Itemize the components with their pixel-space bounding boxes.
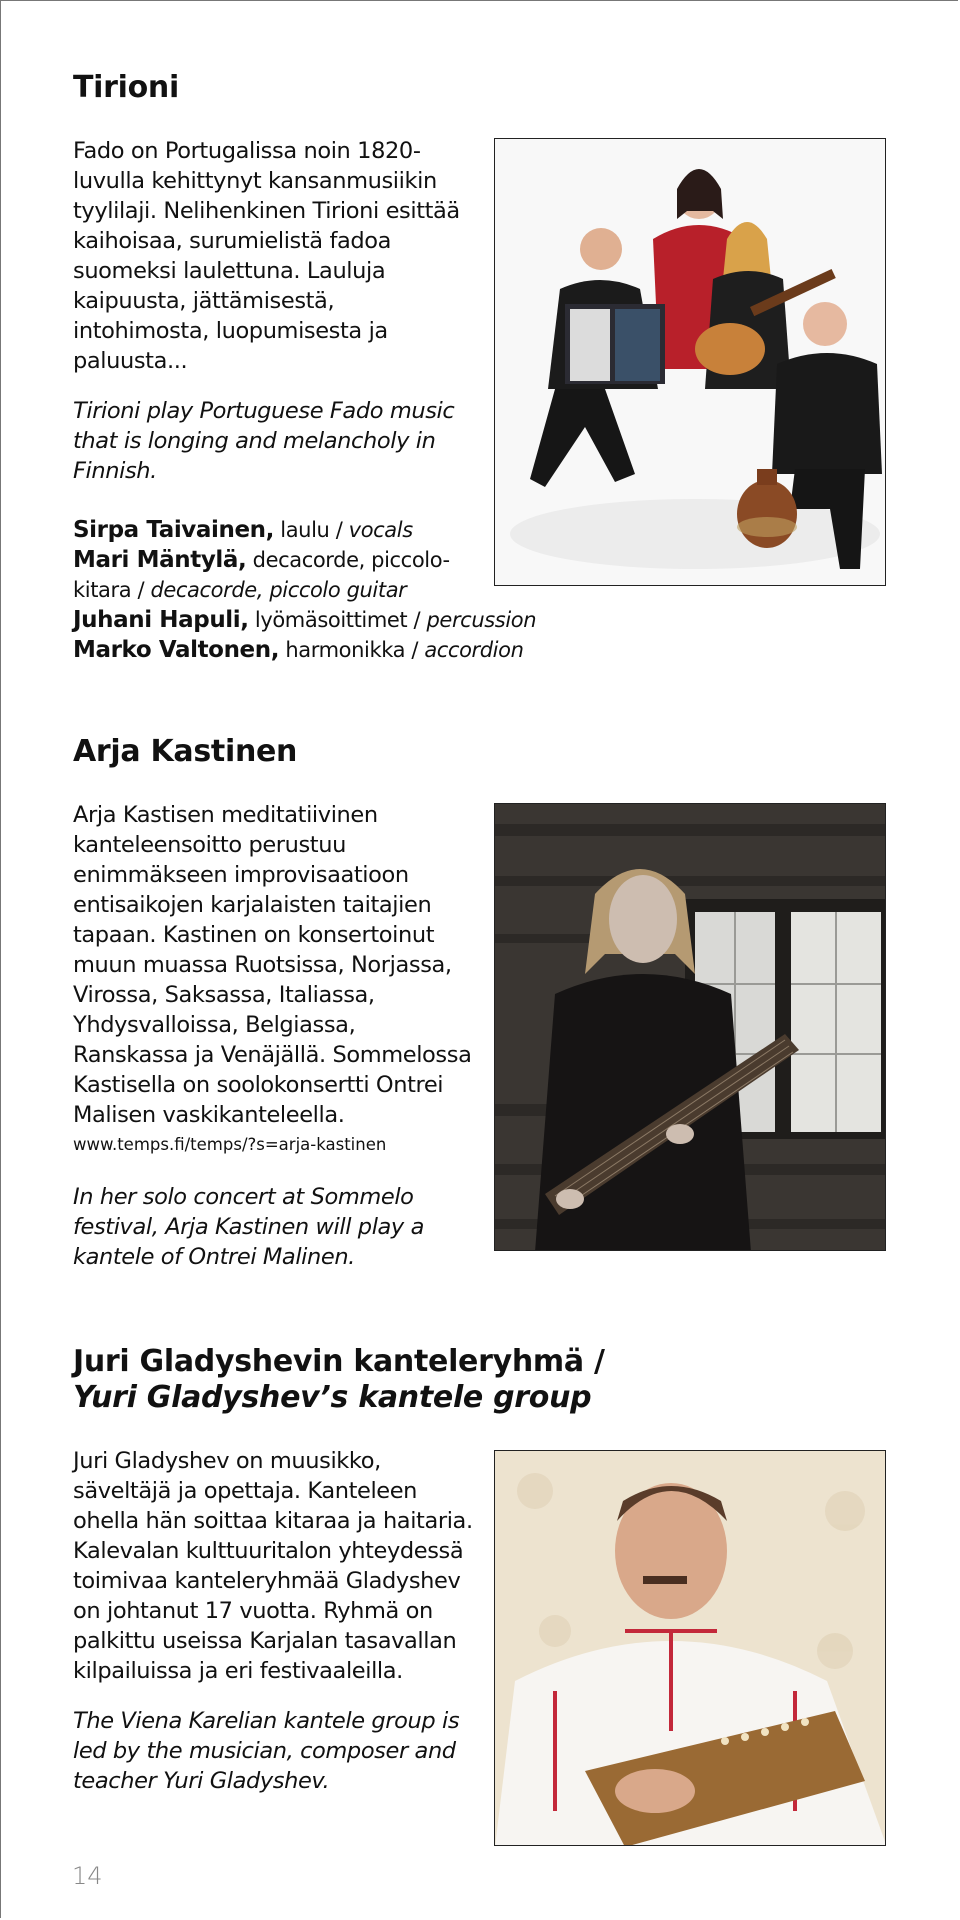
credit-line: Mari Mäntylä, decacorde, piccolo-: [73, 547, 450, 573]
body-finnish: Fado on Portugalissa noin 1820-luvulla kehittynyt kansanmusiikin tyylilaji. Nelihenkinen Tirioni esittää kaihoisaa, surumielistä fadoa suomeksi laulettuna. Lauluja kaipuusta, jättämisestä, intohimosta, luopumisesta ja paluusta...: [73, 138, 460, 374]
gladyshev-photo: [494, 1450, 886, 1846]
section-body: [73, 1446, 473, 1816]
credit-line: Sirpa Taivainen, laulu / vocals: [73, 517, 413, 543]
arja-kastinen-photo: [494, 803, 886, 1251]
section-arja-kastinen: [73, 734, 893, 1270]
section-gladyshev: [73, 1344, 893, 1794]
body-finnish: Arja Kastisen meditatiivinen kanteleensoitto perustuu enimmäkseen improvisaatioon entisaikojen karjalaisten taitajien tapaan. Kastinen on konsertoinut muun muassa Ruotsissa, Norjassa, Virossa, Saksassa, Italiassa, Yhdysvalloissa, Belgiassa, Ranskassa ja Venäjällä. Sommelossa Kastisella on soolokonsertti Ontrei Malisen vaskikanteleella.: [73, 802, 472, 1128]
section-title: Tirioni: [73, 70, 179, 105]
body-english: The Viena Karelian kantele group is led by the musician, composer and teacher Yuri Gladyshev.: [73, 1708, 460, 1794]
credit-line: Juhani Hapuli, lyömäsoittimet / percussion: [73, 607, 537, 633]
website-url: www.temps.fi/temps/?s=arja-kastinen: [73, 1135, 387, 1154]
page-number: 14: [72, 1862, 103, 1890]
body-finnish: Juri Gladyshev on muusikko, säveltäjä ja opettaja. Kanteleen ohella hän soittaa kitaraa ja haitaria. Kalevalan kulttuuritalon yhteydessä toimivaa kanteleryhmää Gladyshev on johtanut 17 vuotta. Ryhmä on palkittu useissa Karjalan tasavallan kilpailuissa ja eri festivaaleilla.: [73, 1448, 473, 1684]
section-title-english: Yuri Gladyshev’s kantele group: [73, 1380, 592, 1415]
section-body: [73, 800, 473, 1292]
section-title: Juri Gladyshevin kanteleryhmä /: [73, 1344, 605, 1379]
section-body: [73, 136, 473, 506]
credit-line: Marko Valtonen, harmonikka / accordion: [73, 637, 524, 663]
section-tirioni: [73, 70, 893, 663]
tirioni-band-photo: [494, 138, 886, 586]
credit-line: kitara / decacorde, piccolo guitar: [73, 578, 407, 602]
body-english: In her solo concert at Sommelo festival, Arja Kastinen will play a kantele of Ontrei Malinen.: [73, 1184, 424, 1270]
section-title: Arja Kastinen: [73, 734, 298, 769]
body-english: Tirioni play Portuguese Fado music that is longing and melancholy in Finnish.: [73, 398, 455, 484]
